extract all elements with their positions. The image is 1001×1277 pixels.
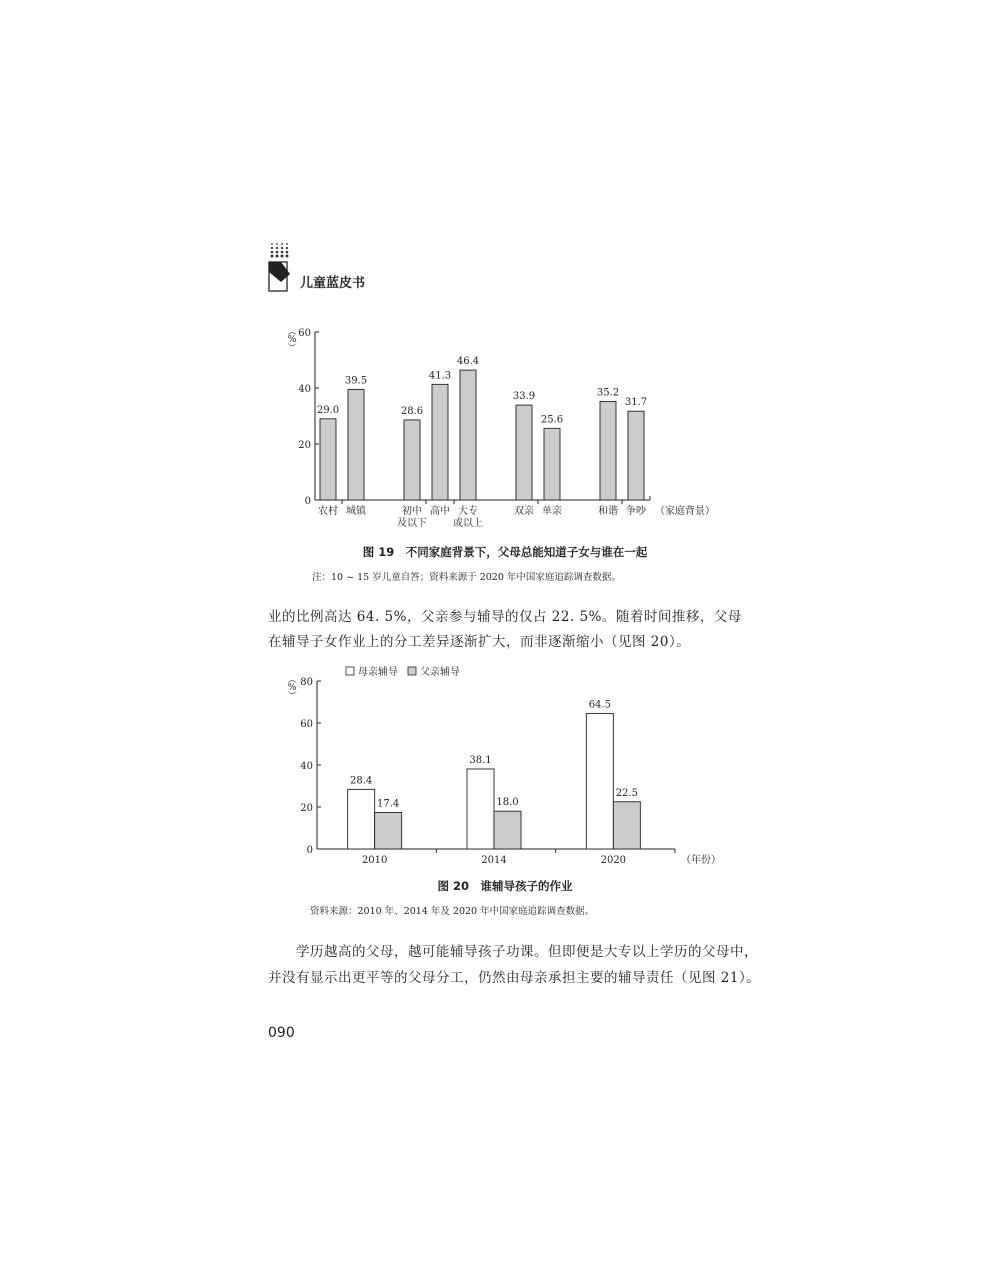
x-category-label: 初中 (402, 506, 422, 517)
bar-value-label: 31.7 (624, 397, 648, 409)
bar (348, 789, 375, 849)
y-axis-title (286, 674, 297, 699)
figure-19-note: 注：10 ~ 15 岁儿童自答；资料来源于 2020 年中国家庭追踪调查数据。 (312, 572, 621, 583)
x-category-label: 和谐 (598, 506, 618, 517)
bar-value-label: 18.0 (496, 797, 519, 809)
x-category-label: 2020 (600, 855, 627, 866)
y-tick-label: 20 (298, 440, 311, 451)
svg-text:（: （ (286, 674, 296, 684)
bar-value-label: 46.4 (456, 356, 480, 368)
x-category-label: 高中 (430, 506, 450, 517)
figure-19-caption: 图 19 不同家庭背景下，父母总能知道子女与谁在一起 (362, 545, 648, 559)
y-tick-label: 40 (300, 761, 313, 772)
x-category-label: 及以下 (397, 518, 427, 529)
bar-value-label: 64.5 (588, 699, 611, 711)
x-axis-title: （家庭背景） (655, 506, 715, 517)
body-paragraph-1-line-2: 在辅导子女作业上的分工差异逐渐扩大，而非逐渐缩小（见图 20）。 (268, 634, 691, 650)
x-category-label: 农村 (318, 506, 338, 517)
series-title: 儿童蓝皮书 (300, 276, 366, 291)
svg-text:）: ） (286, 342, 296, 352)
body-paragraph-1-line-1: 业的比例高达 64. 5%，父亲参与辅导的仅占 22. 5%。随着时间推移，父母 (268, 609, 742, 625)
bar (544, 428, 560, 500)
figure-20-bar-chart (270, 660, 740, 870)
bar-value-label: 33.9 (512, 391, 536, 403)
bar-value-label: 35.2 (596, 387, 620, 399)
bar-value-label: 41.3 (428, 370, 452, 382)
x-category-label: 2010 (361, 855, 388, 866)
x-axis-title: （年份） (681, 855, 721, 866)
legend-swatch (408, 667, 416, 675)
x-category-label: 2014 (481, 855, 507, 866)
page-number: 090 (268, 1025, 295, 1041)
svg-text:%: % (287, 683, 297, 693)
bar (467, 769, 494, 849)
bar-value-label: 29.0 (316, 404, 340, 416)
legend-label: 母亲辅导 (358, 667, 398, 678)
bar-value-label: 25.6 (540, 414, 564, 426)
bar (628, 411, 644, 500)
bar (432, 384, 448, 500)
y-tick-label: 0 (304, 496, 311, 507)
x-category-label: 城镇 (346, 506, 366, 517)
figure-20-caption: 图 20 谁辅导孩子的作业 (437, 879, 573, 893)
bar (348, 389, 364, 500)
figure-19-bar-chart (270, 322, 740, 532)
bar-value-label: 17.4 (377, 798, 400, 810)
svg-text:（: （ (286, 326, 296, 336)
body-paragraph-2-line-1: 学历越高的父母，越可能辅导孩子功课。但即便是大专以上学历的父母中， (268, 944, 758, 960)
book-series-logo-icon (268, 241, 294, 293)
y-tick-label: 40 (298, 384, 311, 395)
bar-value-label: 28.6 (400, 405, 424, 417)
bar (320, 419, 336, 500)
bar (494, 811, 521, 849)
y-tick-label: 80 (300, 677, 313, 688)
bar (375, 812, 402, 849)
y-tick-label: 0 (306, 845, 313, 856)
legend-swatch (346, 667, 354, 675)
bar-value-label: 38.1 (469, 754, 492, 766)
x-category-label: 争吵 (626, 506, 646, 517)
x-category-label: 双亲 (514, 506, 534, 517)
bar-value-label: 39.5 (344, 375, 368, 387)
svg-text:%: % (287, 335, 297, 345)
figure-20-note: 资料来源：2010 年、2014 年及 2020 年中国家庭追踪调查数据。 (310, 906, 595, 917)
y-tick-label: 60 (300, 719, 313, 730)
bar (600, 401, 616, 500)
svg-text:）: ） (286, 690, 296, 700)
body-paragraph-2-line-2: 并没有显示出更平等的父母分工，仍然由母亲承担主要的辅导责任（见图 21）。 (268, 970, 761, 986)
bar (516, 405, 532, 500)
bar (460, 370, 476, 500)
y-tick-label: 60 (298, 328, 311, 339)
bar (404, 420, 420, 500)
x-category-label: 或以上 (453, 518, 483, 529)
bar (613, 802, 640, 849)
x-category-label: 单亲 (542, 506, 562, 517)
y-tick-label: 20 (300, 803, 313, 814)
bar-value-label: 28.4 (350, 775, 373, 787)
y-axis-title (286, 326, 297, 351)
bar-value-label: 22.5 (615, 787, 638, 799)
x-category-label: 大专 (458, 506, 478, 517)
legend-label: 父亲辅导 (420, 667, 460, 678)
bar (586, 714, 613, 849)
